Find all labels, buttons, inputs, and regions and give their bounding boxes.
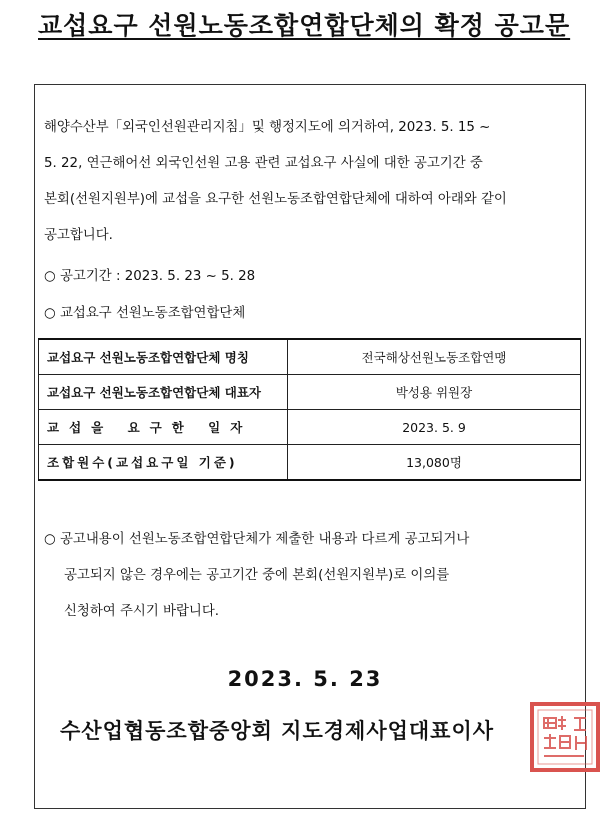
intro-paragraph — [44, 110, 584, 254]
table-row — [39, 445, 581, 481]
circle-bullet-icon: ○ — [44, 269, 56, 284]
notice-line-first — [44, 522, 584, 558]
seal-glyphs — [544, 716, 586, 756]
intro-line: 5. 22, 연근해어선 외국인선원 고용 관련 교섭요구 사실에 대한 공고기간 중 — [44, 156, 483, 171]
circle-bullet-icon: ○ — [44, 306, 56, 321]
notice-period-text: 공고기간 : 2023. 5. 23 ~ 5. 28 — [59, 269, 256, 284]
table-row — [39, 410, 581, 445]
official-seal-icon — [528, 700, 602, 774]
table-value: 2023. 5. 9 — [288, 410, 581, 445]
union-info-table — [38, 338, 581, 481]
section-heading — [44, 302, 245, 321]
notice-line: 공고내용이 선원노동조합연합단체가 제출한 내용과 다르게 공고되거나 — [59, 532, 470, 547]
intro-line: 해양수산부「외국인선원관리지침」및 행정지도에 의거하여, 2023. 5. 15 ~ — [44, 120, 491, 135]
intro-line: 본회(선원지원부)에 교섭을 요구한 선원노동조합연합단체에 대하여 아래와 같이 — [44, 192, 507, 207]
table-label: 교섭을 요구한 일자 — [39, 410, 288, 445]
notice-line: 신청하여 주시기 바랍니다. — [64, 604, 220, 619]
intro-line: 공고합니다. — [44, 228, 113, 243]
page-title: 교섭요구 선원노동조합연합단체의 확정 공고문 — [38, 11, 571, 40]
table-label: 교섭요구 선원노동조합연합단체 대표자 — [39, 375, 288, 410]
objection-notice — [44, 522, 584, 630]
table-row — [39, 375, 581, 410]
section-heading-text: 교섭요구 선원노동조합연합단체 — [59, 306, 246, 321]
circle-bullet-icon: ○ — [44, 532, 56, 547]
table-value: 전국해상선원노동조합연맹 — [288, 339, 581, 375]
table-label: 교섭요구 선원노동조합연합단체 명칭 — [39, 339, 288, 375]
table-value: 박성용 위원장 — [288, 375, 581, 410]
table-value: 13,080명 — [288, 445, 581, 481]
notice-period — [44, 265, 255, 284]
announcement-date: 2023. 5. 23 — [227, 667, 383, 691]
table-row — [39, 339, 581, 375]
table-label: 조합원수(교섭요구일 기준) — [39, 445, 288, 481]
issuing-organization: 수산업협동조합중앙회 지도경제사업대표이사 — [60, 719, 495, 743]
notice-line: 공고되지 않은 경우에는 공고기간 중에 본회(선원지원부)로 이의를 — [64, 568, 450, 583]
